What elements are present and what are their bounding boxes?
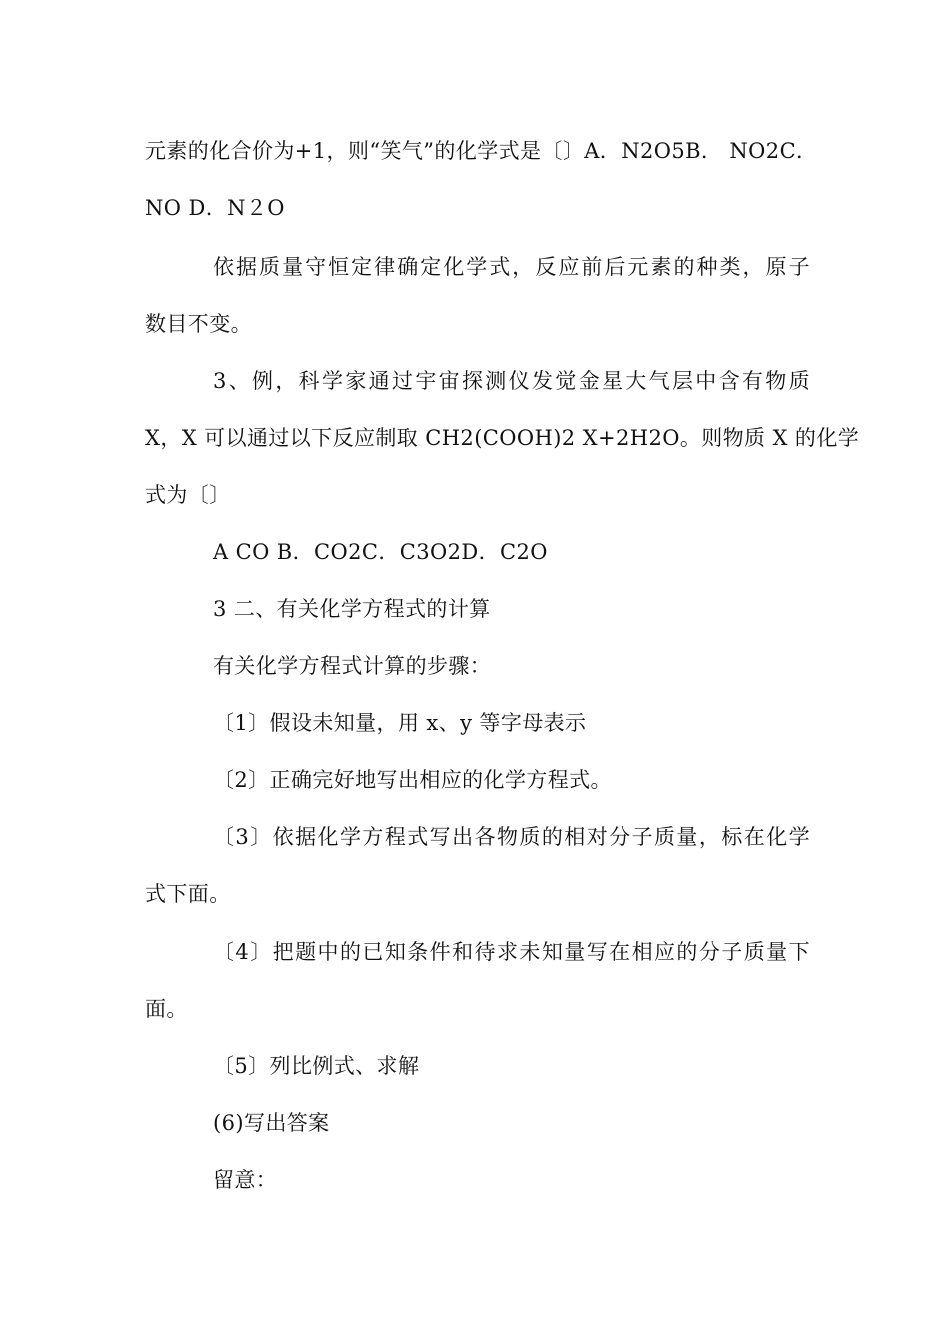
text-line-13: 〔3〕依据化学方程式写出各物质的相对分子质量，标在化学 (213, 825, 810, 849)
text-line-18: (6)写出答案 (213, 1111, 330, 1135)
text-line-7: 式为〔〕 (145, 483, 231, 507)
text-line-3: 依据质量守恒定律确定化学式，反应前后元素的种类，原子 (213, 255, 810, 279)
text-line-12: 〔2〕正确完好地写出相应的化学方程式。 (213, 768, 612, 792)
text-line-14: 式下面。 (145, 882, 231, 906)
text-line-16: 面。 (145, 997, 188, 1021)
text-line-9: 3 二、有关化学方程式的计算 (213, 597, 491, 621)
text-line-1: 元素的化合价为+1，则“笑气”的化学式是〔〕A．N2O5B． NO2C． (145, 139, 818, 163)
text-line-17: 〔5〕列比例式、求解 (213, 1054, 420, 1078)
text-line-11: 〔1〕假设未知量，用 x、y 等字母表示 (213, 711, 587, 735)
text-line-6: X，X 可以通过以下反应制取 CH2(COOH)2 X+2H2O。则物质 X 的化学 (145, 426, 860, 450)
text-line-10: 有关化学方程式计算的步骤： (213, 654, 492, 678)
text-line-2: NO D．N２O (145, 196, 285, 220)
text-line-19: 留意： (213, 1168, 278, 1192)
text-line-5: 3、例，科学家通过宇宙探测仪发觉金星大气层中含有物质 (213, 369, 810, 393)
text-line-8: A CO B．CO2C．C3O2D．C2O (213, 540, 548, 564)
text-line-4: 数目不变。 (145, 312, 252, 336)
text-line-15: 〔4〕把题中的已知条件和待求未知量写在相应的分子质量下 (213, 940, 810, 964)
